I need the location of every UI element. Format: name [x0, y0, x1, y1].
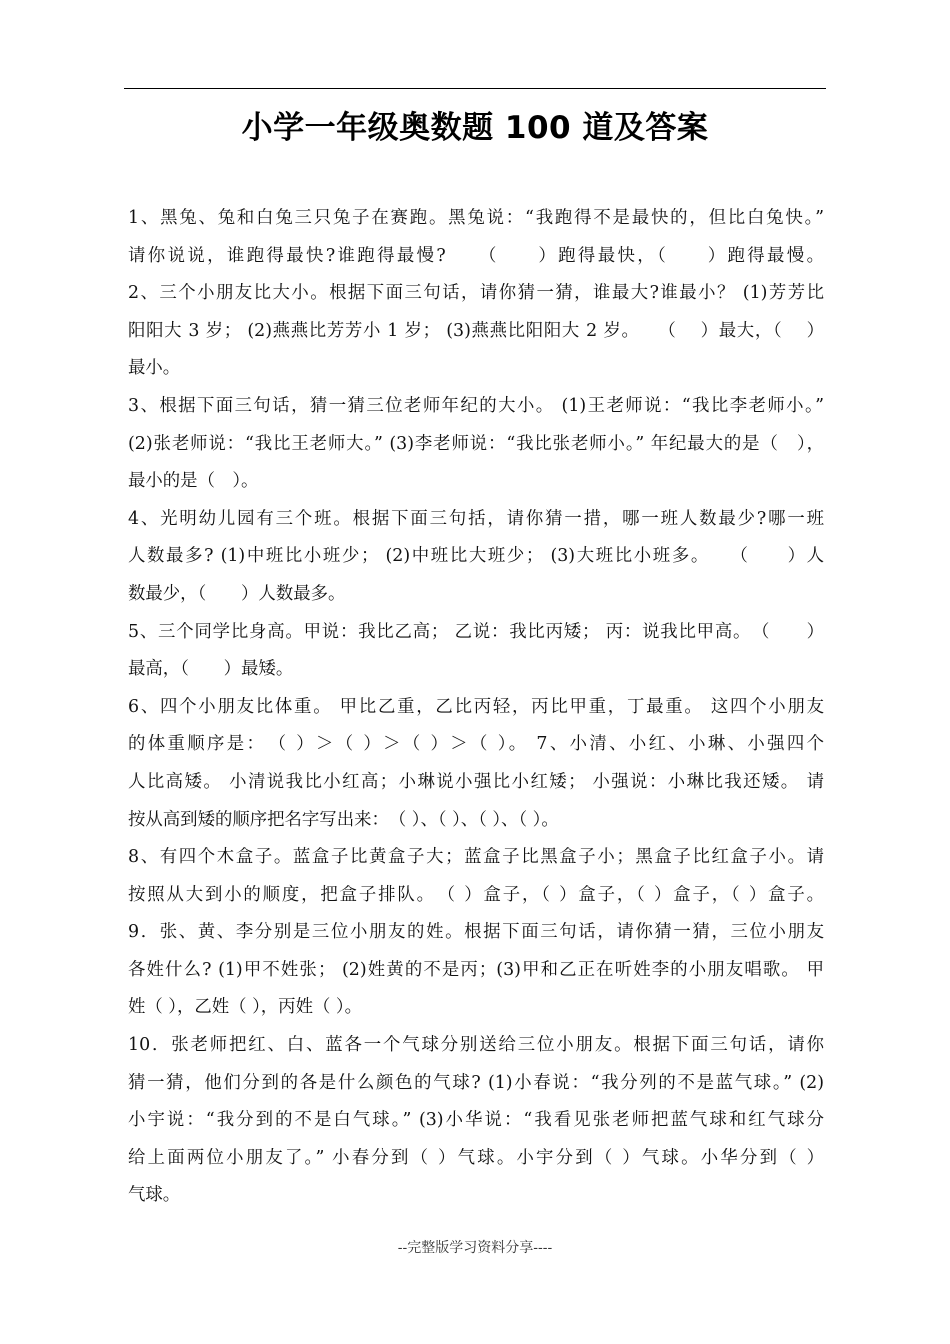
text-line-q6: 6、四个小朋友比体重。 甲比乙重，乙比丙轻，丙比甲重，丁最重。 这四个小朋友: [128, 696, 824, 717]
text-line-q6-q7: 的体重顺序是： （ ）＞（ ）＞（ ）＞（ ）。 7、小清、小红、小琳、小强四个: [128, 734, 824, 755]
text-line-q3: 3、根据下面三句话，猜一猜三位老师年纪的大小。 (1)王老师说：“我比李老师小。”: [128, 395, 824, 416]
header-rule: [124, 88, 826, 89]
text-line-q4: 数最少，（ ）人数最多。: [128, 583, 346, 604]
document-body: [128, 200, 824, 1215]
text-line-q10: 猜一猜，他们分到的各是什么颜色的气球? (1)小春说：“我分列的不是蓝气球。” (2): [128, 1072, 824, 1093]
text-line-q8: 按照从大到小的顺度，把盒子排队。 （ ）盒子，（ ）盒子，（ ）盒子，（ ）盒子。: [128, 884, 824, 905]
text-line-q3: 最小的是（ ）。: [128, 471, 259, 492]
text-line-q10: 气球。: [128, 1185, 181, 1206]
text-line-q2: 阳阳大 3 岁； (2)燕燕比芳芳小 1 岁； (3)燕燕比阳阳大 2 岁。 （ ）最大，（ ）: [128, 320, 824, 341]
text-line-q2: 2、三个小朋友比大小。根据下面三句话，请你猜一猜，谁最大?谁最小？ (1)芳芳比: [128, 283, 824, 304]
page-footer: --完整版学习资料分享----: [397, 1240, 553, 1256]
text-line-q9: 9．张、黄、李分别是三位小朋友的姓。根据下面三句话，请你猜一猜，三位小朋友: [128, 922, 824, 943]
text-line-q2: 最小。: [128, 358, 181, 379]
text-line-q7: 人比高矮。 小清说我比小红高；小琳说小强比小红矮； 小强说：小琳比我还矮。 请: [128, 771, 824, 792]
text-line-q10: 小宇说：“我分到的不是白气球。” (3)小华说：“我看见张老师把蓝气球和红气球分: [128, 1110, 824, 1131]
text-line-q5: 最高，（ ）最矮。: [128, 659, 294, 680]
text-line-q4: 人数最多? (1)中班比小班少； (2)中班比大班少； (3)大班比小班多。 （ ）人: [128, 546, 824, 567]
text-line-q7: 按从高到矮的顺序把名字写出来： （ ）、（ ）、（ ）、（ ）。: [128, 809, 559, 830]
text-line-q9: 姓（ ），乙姓（ ），丙姓（ ）。: [128, 997, 362, 1018]
text-line-q1: 1、黑兔、兔和白兔三只兔子在赛跑。黑兔说：“我跑得不是最快的，但比白兔快。”: [128, 208, 824, 228]
text-line-q9: 各姓什么? (1)甲不姓张； (2)姓黄的不是丙；(3)甲和乙正在听姓李的小朋友唱歌。 甲: [128, 959, 824, 980]
text-line-q10: 10．张老师把红、白、蓝各一个气球分别送给三位小朋友。根据下面三句话，请你: [128, 1035, 824, 1056]
text-line-q1: 请你说说，谁跑得最快?谁跑得最慢? （ ）跑得最快，（ ）跑得最慢。: [128, 245, 824, 266]
document-title: 小学一年级奥数题 100 道及答案: [241, 109, 709, 146]
text-line-q4: 4、光明幼儿园有三个班。根据下面三句括，请你猜一措，哪一班人数最少?哪一班: [128, 508, 824, 529]
text-line-q3: (2)张老师说：“我比王老师大。” (3)李老师说：“我比张老师小。” 年纪最大的是（ ），: [128, 433, 824, 454]
text-line-q10: 给上面两位小朋友了。” 小春分到（ ）气球。小宇分到（ ）气球。小华分到（ ）: [128, 1147, 824, 1168]
text-line-q5: 5、三个同学比身高。甲说：我比乙高； 乙说：我比丙矮； 丙：说我比甲高。 （ ）: [128, 621, 824, 642]
text-line-q8: 8、有四个木盒子。蓝盒子比黄盒子大；蓝盒子比黑盒子小；黑盒子比红盒子小。请: [128, 847, 824, 868]
